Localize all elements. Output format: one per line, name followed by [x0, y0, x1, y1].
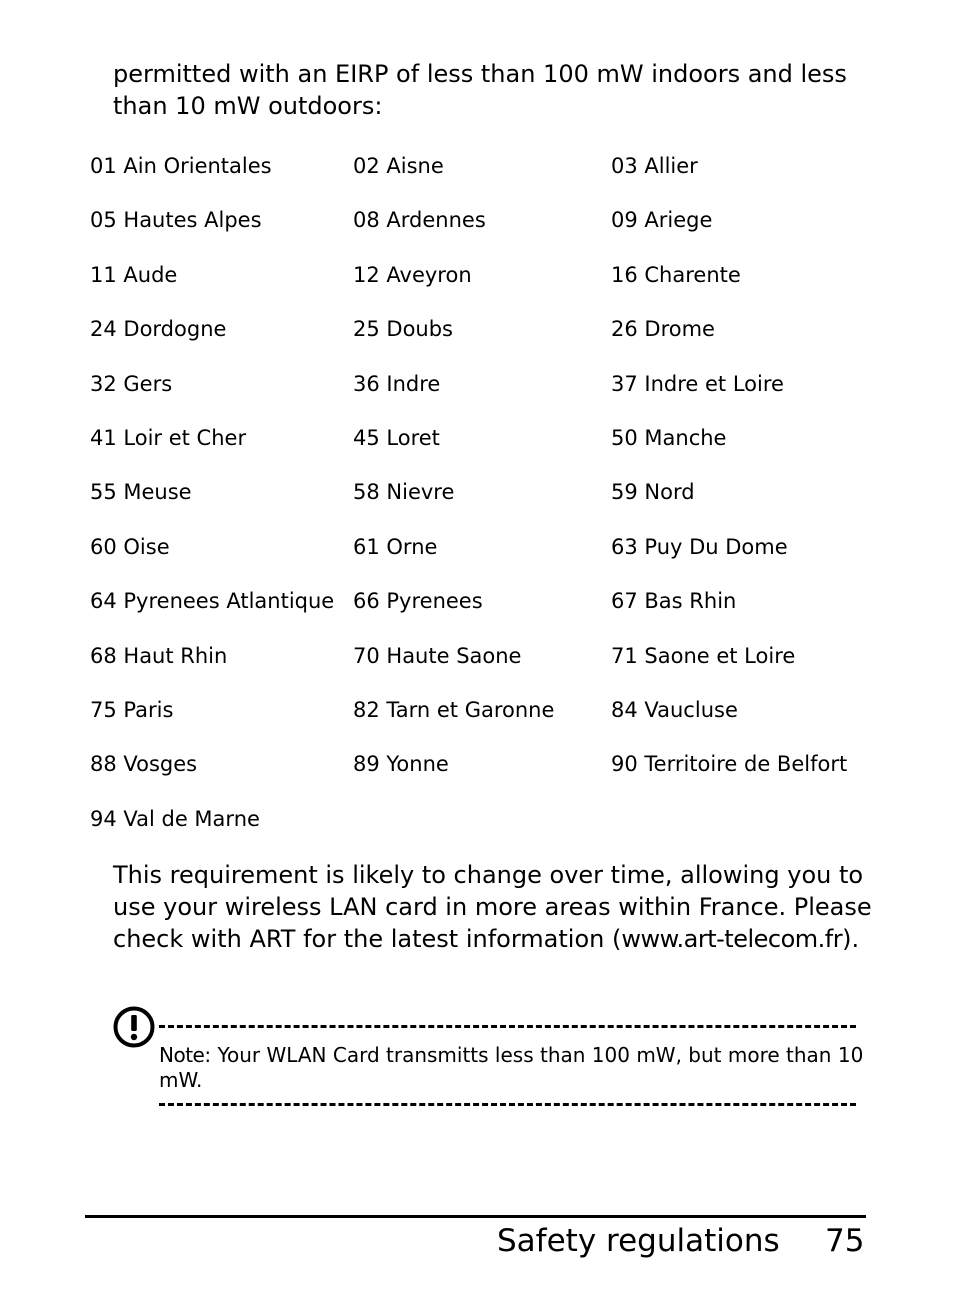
department-cell: 82 Tarn et Garonne [353, 697, 555, 722]
department-cell: 24 Dordogne [90, 317, 227, 342]
department-cell: 70 Haute Saone [353, 643, 522, 668]
department-cell: 55 Meuse [90, 480, 192, 505]
department-cell: 37 Indre et Loire [611, 371, 784, 396]
department-table [90, 148, 870, 855]
department-cell: 41 Loir et Cher [90, 425, 247, 450]
department-cell: 02 Aisne [353, 154, 444, 178]
table-row [90, 746, 870, 800]
table-row [90, 202, 870, 256]
note-divider-top [159, 1025, 856, 1028]
department-cell: 05 Hautes Alpes [90, 208, 262, 233]
table-row [90, 583, 870, 637]
note-divider-bottom [159, 1103, 856, 1106]
section-title: Safety regulations [497, 1223, 780, 1259]
table-row [90, 148, 870, 202]
note-body: : Your WLAN Card transmitts less than 100 mW, but more than 10 mW. [159, 1043, 864, 1092]
department-cell: 64 Pyrenees Atlantique [90, 589, 335, 614]
exclamation-circle-icon [113, 1006, 155, 1048]
requirement-text: This requirement is likely to change over time, allowing you to use your wireless LAN card in more areas within France. Please check with ART for the latest information ( [113, 861, 872, 953]
table-row [90, 257, 870, 311]
table-row [90, 638, 870, 692]
department-cell: 01 Ain Orientales [90, 154, 272, 178]
department-cell: 63 Puy Du Dome [611, 534, 788, 559]
requirement-text-end: ). [842, 925, 860, 953]
note-text [159, 1043, 864, 1093]
department-cell: 75 Paris [90, 697, 174, 722]
department-cell: 09 Ariege [611, 208, 713, 233]
table-row [90, 692, 870, 746]
department-cell: 03 Allier [611, 154, 698, 178]
department-cell: 68 Haut Rhin [90, 643, 228, 668]
page-number: 75 [825, 1223, 865, 1259]
table-row [90, 474, 870, 528]
table-row [90, 420, 870, 474]
intro-paragraph: permitted with an EIRP of less than 100 mW indoors and less than 10 mW outdoors: [113, 60, 847, 120]
department-cell: 11 Aude [90, 262, 178, 287]
department-cell: 94 Val de Marne [90, 806, 260, 831]
table-row [90, 801, 870, 855]
department-cell: 16 Charente [611, 262, 741, 287]
department-cell: 90 Territoire de Belfort [611, 752, 848, 777]
table-row [90, 311, 870, 365]
department-cell: 84 Vaucluse [611, 697, 738, 722]
department-cell: 45 Loret [353, 425, 440, 450]
department-cell [353, 801, 611, 855]
department-cell: 32 Gers [90, 371, 173, 396]
table-row [90, 529, 870, 583]
department-cell: 89 Yonne [353, 752, 449, 777]
art-telecom-link[interactable]: www.art-telecom.fr [621, 925, 843, 953]
department-cell: 66 Pyrenees [353, 589, 483, 614]
department-cell: 67 Bas Rhin [611, 589, 737, 614]
requirement-paragraph [113, 859, 873, 955]
department-cell: 61 Orne [353, 534, 438, 559]
department-cell: 50 Manche [611, 425, 727, 450]
department-cell: 08 Ardennes [353, 208, 486, 233]
department-cell: 88 Vosges [90, 752, 198, 777]
department-cell: 60 Oise [90, 534, 170, 559]
note-label: Note [159, 1043, 205, 1067]
department-cell: 36 Indre [353, 371, 441, 396]
department-cell: 71 Saone et Loire [611, 643, 796, 668]
department-cell: 58 Nievre [353, 480, 455, 505]
footer-rule [85, 1215, 866, 1218]
department-cell: 26 Drome [611, 317, 715, 342]
table-row [90, 366, 870, 420]
department-cell: 59 Nord [611, 480, 695, 505]
department-cell: 25 Doubs [353, 317, 453, 342]
department-cell: 12 Aveyron [353, 262, 472, 287]
department-cell [611, 801, 870, 855]
